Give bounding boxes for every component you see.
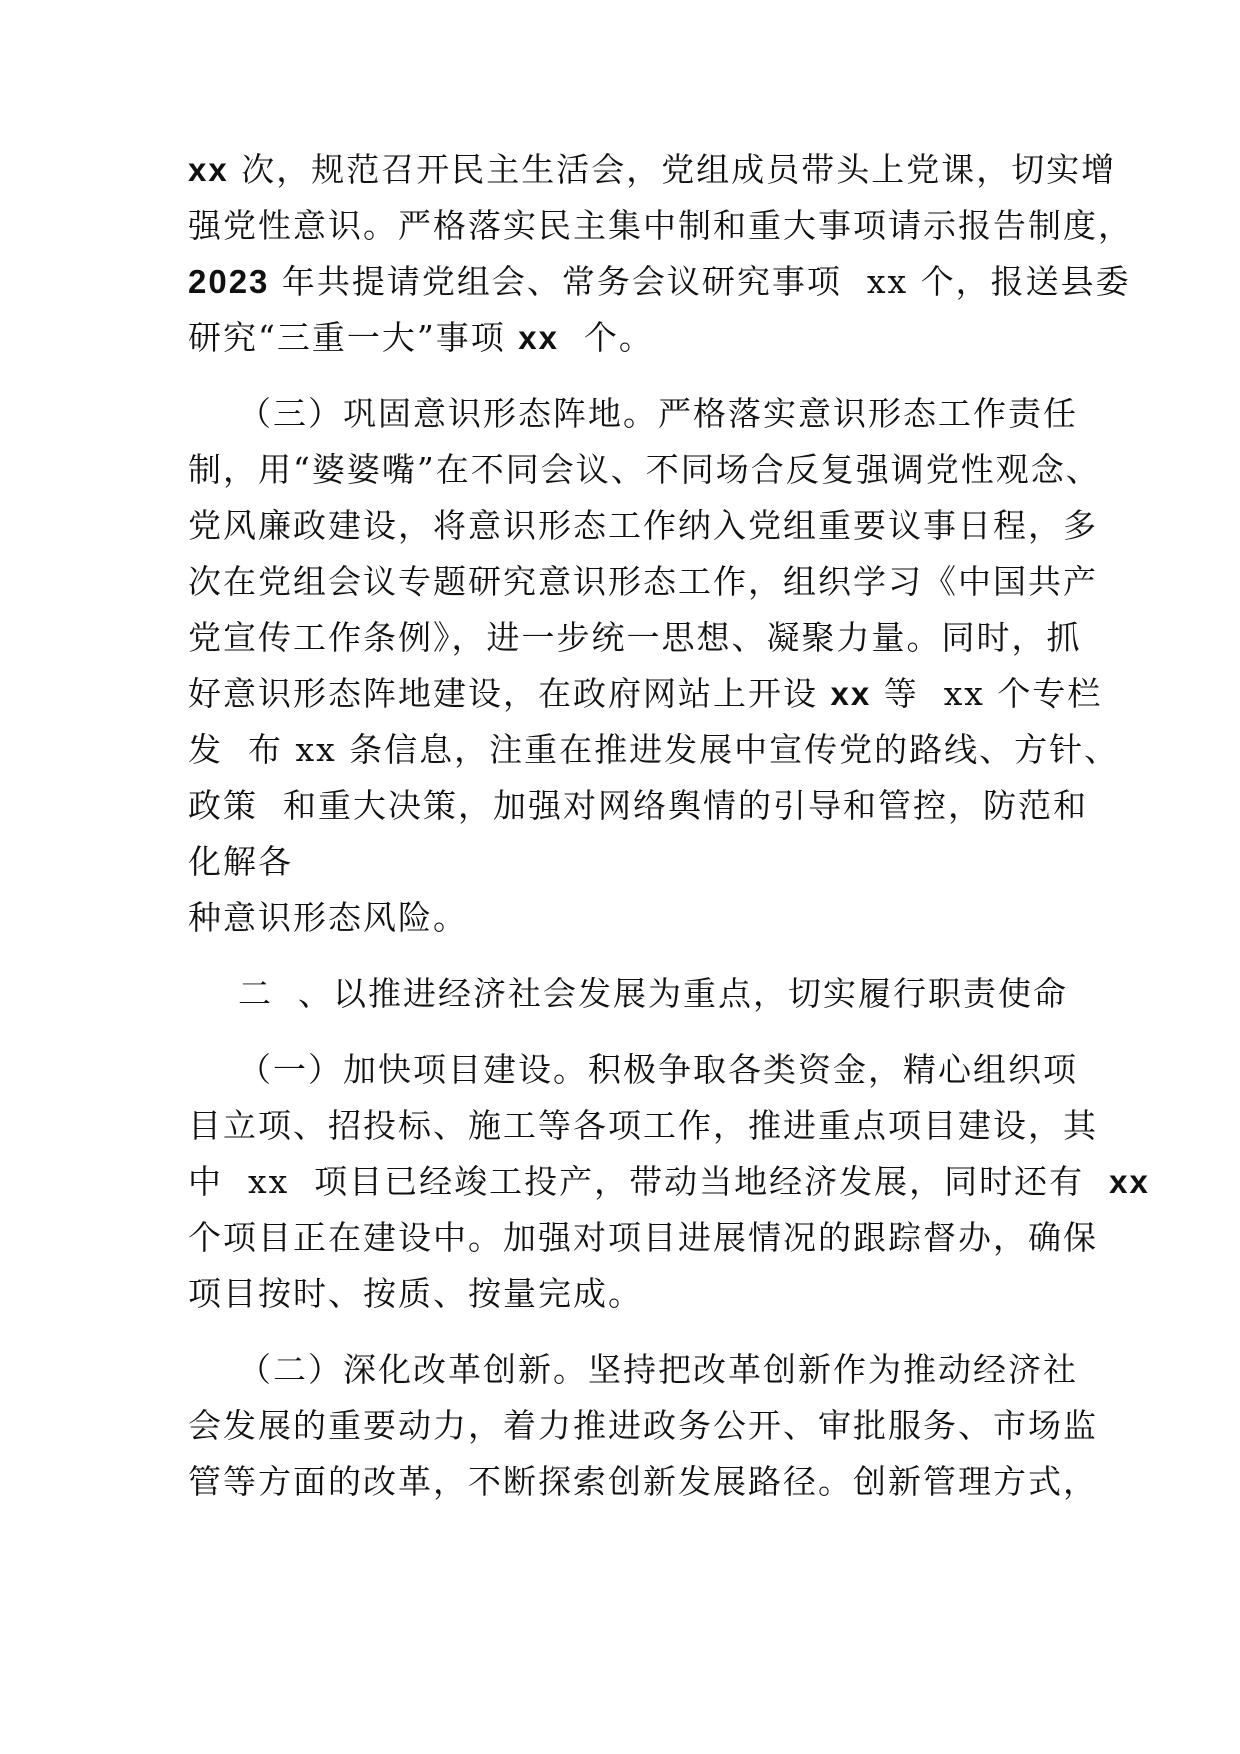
text-segment: （二）深化改革创新。坚持把改革创新作为推动经济社 bbox=[188, 1350, 1078, 1389]
text-line bbox=[188, 450, 1101, 490]
text-line bbox=[188, 1350, 1078, 1390]
text-line bbox=[188, 506, 1098, 546]
text-line bbox=[188, 730, 1119, 770]
text-line bbox=[188, 1406, 1098, 1446]
text-line bbox=[188, 618, 1082, 658]
text-line bbox=[188, 1050, 1078, 1090]
text-segment: 次在党组会议专题研究意识形态工作，组织学习《中国共产 bbox=[188, 562, 1098, 601]
text-segment: 中 xx 项目已经竣工投产，带动当地经济发展，同时还有 bbox=[188, 1162, 1110, 1201]
text-segment: 年共提请党组会、常务会议研究事项 xx 个，报送县委 bbox=[269, 262, 1131, 301]
text-segment: 制，用“婆婆嘴”在不同会议、不同场合反复强调党性观念、 bbox=[188, 450, 1101, 489]
text-segment: 强党性意识。严格落实民主集中制和重大事项请示报告制度， bbox=[188, 206, 1133, 245]
text-line bbox=[188, 150, 1116, 190]
text-line bbox=[188, 562, 1098, 602]
text-line bbox=[188, 262, 1131, 302]
text-segment: 个。 bbox=[558, 318, 654, 357]
text-line bbox=[188, 674, 1102, 714]
text-segment: 种意识形态风险。 bbox=[188, 898, 468, 937]
text-line bbox=[188, 1218, 1098, 1258]
bold-text-segment: xx bbox=[830, 675, 872, 712]
text-line bbox=[188, 206, 1133, 246]
text-segment: 会发展的重要动力，着力推进政务公开、审批服务、市场监 bbox=[188, 1406, 1098, 1445]
text-segment: 个项目正在建设中。加强对项目进展情况的跟踪督办，确保 bbox=[188, 1218, 1098, 1257]
text-line bbox=[188, 974, 1068, 1014]
text-segment: 二 、以推进经济社会发展为重点，切实履行职责使命 bbox=[188, 974, 1068, 1013]
text-line bbox=[188, 1274, 643, 1314]
text-line bbox=[188, 1162, 1150, 1202]
bold-text-segment: 2023 bbox=[188, 263, 270, 300]
text-segment: （一）加快项目建设。积极争取各类资金，精心组织项 bbox=[188, 1050, 1078, 1089]
text-line bbox=[188, 898, 468, 938]
text-line bbox=[188, 842, 293, 882]
text-segment: 发 布 xx 条信息，注重在推进发展中宣传党的路线、方针、 bbox=[188, 730, 1120, 769]
text-segment: 次，规范召开民主生活会，党组成员带头上党课，切实增 bbox=[228, 150, 1117, 189]
text-line bbox=[188, 394, 1078, 434]
text-line bbox=[188, 318, 654, 358]
text-segment: 好意识形态阵地建设，在政府网站上开设 bbox=[188, 674, 831, 713]
text-line bbox=[188, 1106, 1098, 1146]
text-line bbox=[188, 1462, 1098, 1502]
text-segment: 目立项、招投标、施工等各项工作，推进重点项目建设，其 bbox=[188, 1106, 1098, 1145]
text-segment: （三）巩固意识形态阵地。严格落实意识形态工作责任 bbox=[188, 394, 1078, 433]
text-segment: 党风廉政建设，将意识形态工作纳入党组重要议事日程，多 bbox=[188, 506, 1098, 545]
text-segment: 等 xx 个专栏 bbox=[871, 674, 1103, 713]
bold-text-segment: xx bbox=[518, 319, 559, 356]
text-segment: 项目按时、按质、按量完成。 bbox=[188, 1274, 643, 1313]
text-segment: 管等方面的改革，不断探索创新发展路径。创新管理方式， bbox=[188, 1462, 1098, 1501]
text-segment: 政策 和重大决策，加强对网络舆情的引导和管控，防范和 bbox=[188, 786, 1088, 825]
bold-text-segment: xx bbox=[188, 151, 229, 188]
text-segment: 党宣传工作条例》，进一步统一思想、凝聚力量。同时，抓 bbox=[188, 618, 1082, 657]
bold-text-segment: xx bbox=[1109, 1163, 1150, 1200]
text-segment: 化解各 bbox=[188, 842, 293, 881]
text-line bbox=[188, 786, 1088, 826]
text-segment: 研究“三重一大”事项 bbox=[188, 318, 519, 357]
